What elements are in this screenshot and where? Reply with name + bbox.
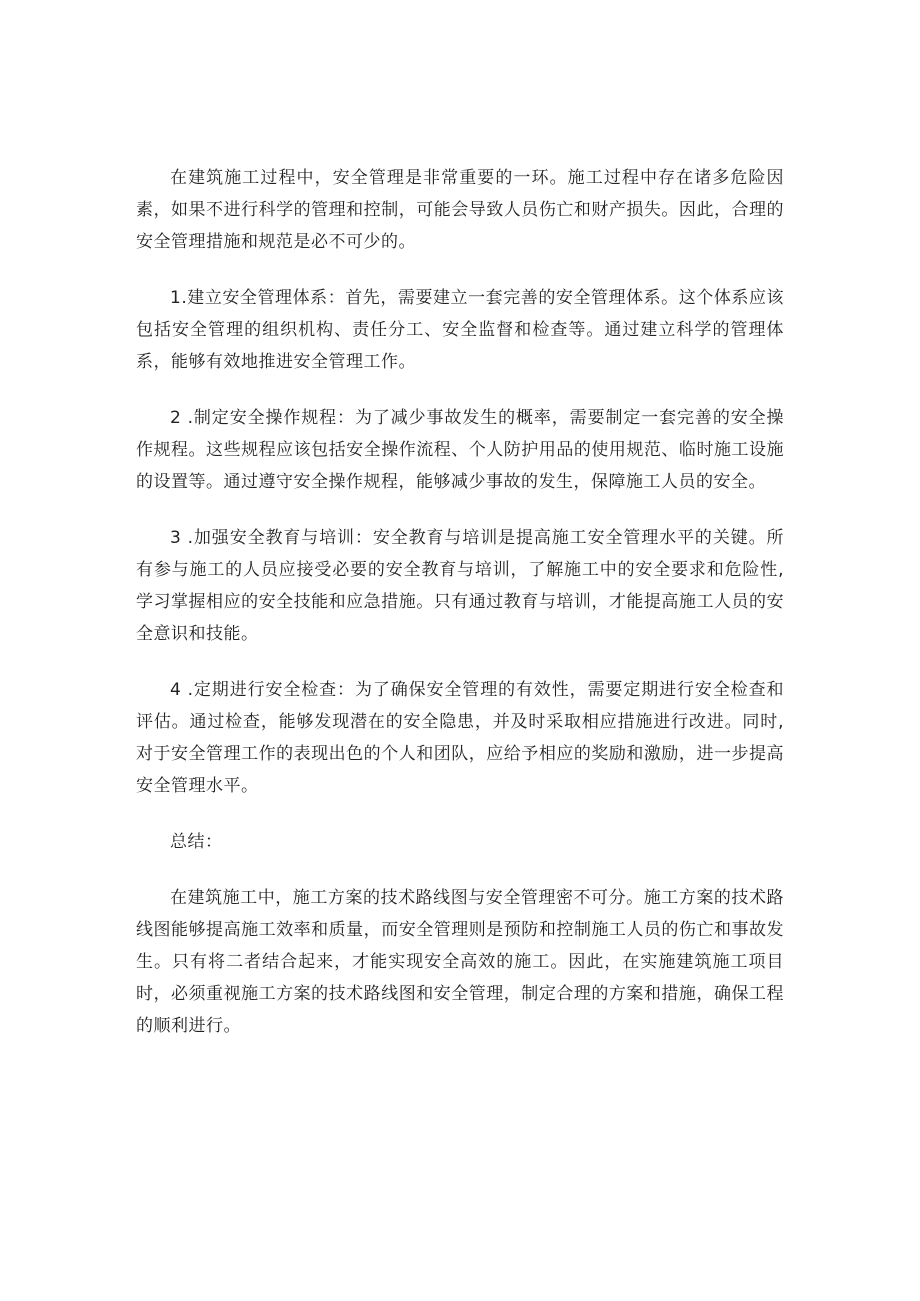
document-body xyxy=(136,162,784,1066)
summary-paragraph: 在建筑施工中，施工方案的技术路线图与安全管理密不可分。施工方案的技术路线图能够提高施工效率和质量，而安全管理则是预防和控制施工人员的伤亡和事故发生。只有将二者结合起来，才能实现安全高效的施工。因此，在实施建筑施工项目时，必须重视施工方案的技术路线图和安全管理，制定合理的方案和措施，确保工程的顺利进行。 xyxy=(136,888,784,1036)
item-1-safety-system-paragraph: 1.建立安全管理体系：首先，需要建立一套完善的安全管理体系。这个体系应该包括安全管理的组织机构、责任分工、安全监督和检查等。通过建立科学的管理体系，能够有效地推进安全管理工作。 xyxy=(136,288,784,372)
summary-heading: 总结： xyxy=(170,832,223,852)
item-3-education-training-paragraph: 3 .加强安全教育与培训：安全教育与培训是提高施工安全管理水平的关键。所有参与施工的人员应接受必要的安全教育与培训，了解施工中的安全要求和危险性,学习掌握相应的安全技能和应急措施。只有通过教育与培训，才能提高施工人员的安全意识和技能。 xyxy=(136,528,784,644)
item-2-operating-rules-paragraph: 2 .制定安全操作规程：为了减少事故发生的概率，需要制定一套完善的安全操作规程。这些规程应该包括安全操作流程、个人防护用品的使用规范、临时施工设施的设置等。通过遵守安全操作规程，能够减少事故的发生，保障施工人员的安全。 xyxy=(136,408,784,492)
intro-paragraph: 在建筑施工过程中，安全管理是非常重要的一环。施工过程中存在诸多危险因素，如果不进行科学的管理和控制，可能会导致人员伤亡和财产损失。因此，合理的安全管理措施和规范是必不可少的。 xyxy=(136,168,784,252)
item-4-inspection-paragraph: 4 .定期进行安全检查：为了确保安全管理的有效性，需要定期进行安全检查和评估。通过检查，能够发现潜在的安全隐患，并及时采取相应措施进行改进。同时,对于安全管理工作的表现出色的个人和团队，应给予相应的奖励和激励，进一步提高安全管理水平。 xyxy=(136,680,784,796)
